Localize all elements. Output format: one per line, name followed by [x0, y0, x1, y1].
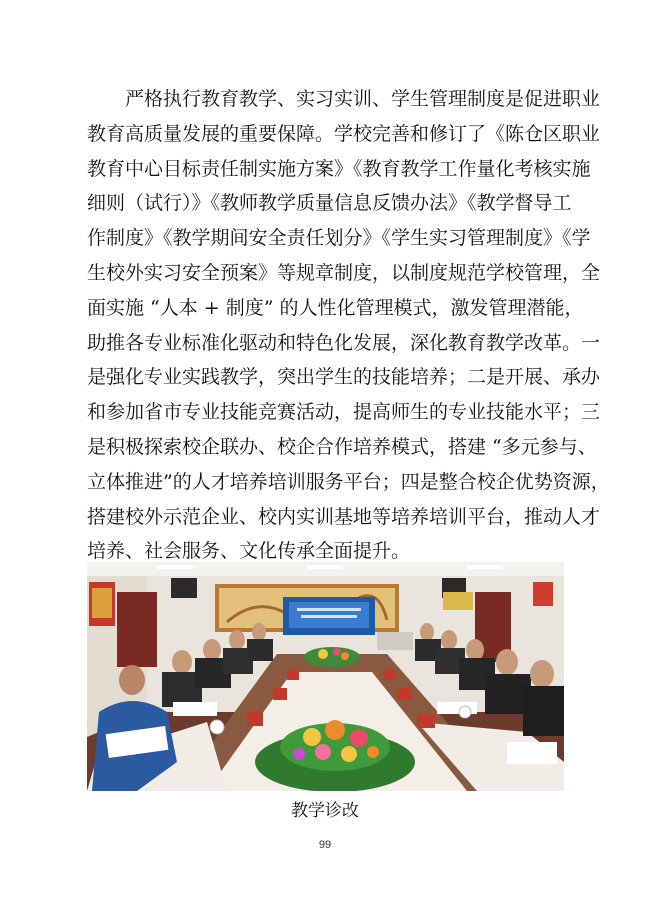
body-paragraph [87, 82, 610, 569]
paragraph-line: 立体推进”的人才培养培训服务平台；四是整合校企优势资源， [87, 470, 610, 493]
paragraph-line: 是强化专业实践教学，突出学生的技能培养；二是开展、承办 [87, 366, 601, 389]
meeting-photo [87, 562, 564, 791]
paragraph-line: 培养、社会服务、文化传承全面提升。 [87, 540, 411, 563]
page-number: 99 [318, 839, 332, 851]
paragraph-line: 助推各专业标准化驱动和特色化发展，深化教育教学改革。一 [87, 331, 601, 354]
paragraph-line: 生校外实习安全预案》等规章制度，以制度规范学校管理，全 [87, 261, 601, 284]
paragraph-line: 作制度》《教学期间安全责任划分》《学生实习管理制度》《学 [87, 227, 591, 250]
paragraph-line: 教育中心目标责任制实施方案》《教育教学工作量化考核实施 [87, 157, 591, 180]
paragraph-line: 教育高质量发展的重要保障。学校完善和修订了《陈仓区职业 [87, 122, 601, 145]
paragraph-line: 细则（试行）》《教师教学质量信息反馈办法》《教学督导工 [87, 192, 572, 215]
figure-caption: 教学诊改 [291, 801, 359, 821]
paragraph-line: 面实施 “人本 + 制度” 的人性化管理模式，激发管理潜能， [87, 296, 584, 319]
paragraph-line: 严格执行教育教学、实习实训、学生管理制度是促进职业 [125, 88, 601, 110]
paragraph-line: 搭建校外示范企业、校内实训基地等培养培训平台，推动人才 [87, 505, 601, 528]
paragraph-line: 是积极探索校企联办、校企合作培养模式，搭建 “多元参与、 [87, 435, 597, 458]
paragraph-line: 和参加省市专业技能竞赛活动，提高师生的专业技能水平；三 [87, 401, 601, 424]
